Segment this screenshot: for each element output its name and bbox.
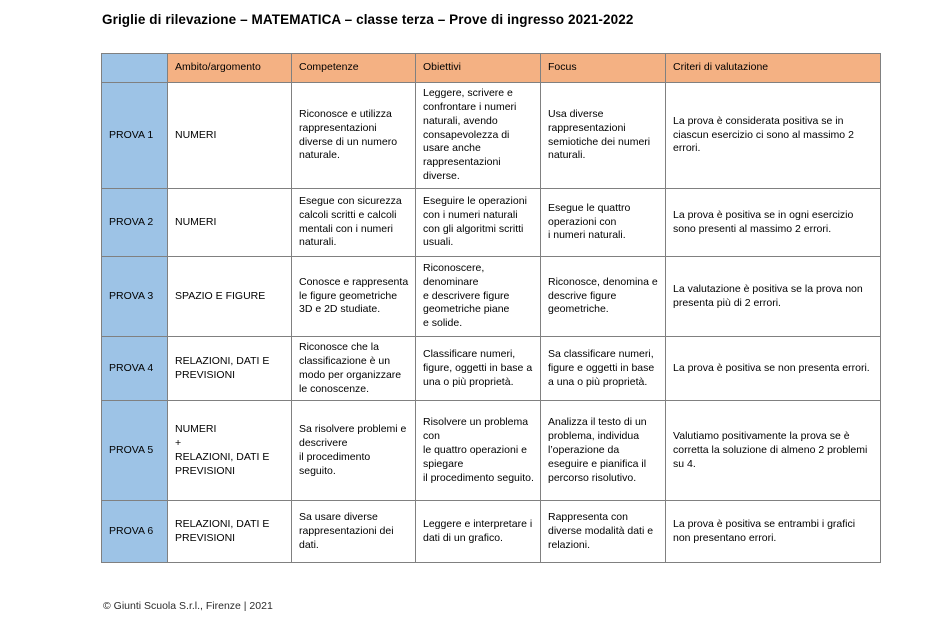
cell-criteri: Valutiamo positivamente la prova se è corretta la soluzione di almeno 2 problemi su 4. [666,401,881,501]
row-label-prova: PROVA 3 [102,257,168,337]
row-label-prova: PROVA 4 [102,337,168,401]
cell-focus: Rappresenta con diverse modalità dati e relazioni. [541,501,666,563]
cell-obiettivi: Leggere, scrivere e confrontare i numeri naturali, avendo consapevolezza di usare anche rappresentazioni diverse. [416,83,541,189]
cell-competenze: Riconosce che la classificazione è un modo per organizzare le conoscenze. [292,337,416,401]
cell-competenze: Sa usare diverse rappresentazioni dei dati. [292,501,416,563]
cell-criteri: La prova è positiva se entrambi i grafici non presentano errori. [666,501,881,563]
table-header-corner [102,54,168,83]
table-header-criteri: Criteri di valutazione [666,54,881,83]
table-header-competenze: Competenze [292,54,416,83]
cell-criteri: La prova è positiva se in ogni esercizio sono presenti al massimo 2 errori. [666,189,881,257]
table-body [102,83,881,563]
cell-focus: Riconosce, denomina e descrive figure geometriche. [541,257,666,337]
cell-ambito: RELAZIONI, DATI E PREVISIONI [168,337,292,401]
cell-criteri: La prova è positiva se non presenta errori. [666,337,881,401]
cell-obiettivi: Leggere e interpretare i dati di un grafico. [416,501,541,563]
cell-competenze: Conosce e rappresenta le figure geometriche 3D e 2D studiate. [292,257,416,337]
table-row [102,401,881,501]
row-label-prova: PROVA 2 [102,189,168,257]
table-header-row [102,54,881,83]
table-row [102,337,881,401]
cell-ambito: NUMERI + RELAZIONI, DATI E PREVISIONI [168,401,292,501]
table-row [102,189,881,257]
row-label-prova: PROVA 5 [102,401,168,501]
cell-focus: Usa diverse rappresentazioni semiotiche dei numeri naturali. [541,83,666,189]
assessment-grid-container [101,53,881,563]
cell-ambito: RELAZIONI, DATI E PREVISIONI [168,501,292,563]
table-header [102,54,881,83]
assessment-grid-table [101,53,881,563]
cell-criteri: La valutazione è positiva se la prova non presenta più di 2 errori. [666,257,881,337]
page-title: Griglie di rilevazione – MATEMATICA – classe terza – Prove di ingresso 2021-2022 [102,12,634,27]
cell-competenze: Sa risolvere problemi e descrivere il procedimento seguito. [292,401,416,501]
cell-criteri: La prova è considerata positiva se in ciascun esercizio ci sono al massimo 2 errori. [666,83,881,189]
table-header-focus: Focus [541,54,666,83]
cell-competenze: Esegue con sicurezza calcoli scritti e calcoli mentali con i numeri naturali. [292,189,416,257]
row-label-prova: PROVA 6 [102,501,168,563]
cell-competenze: Riconosce e utilizza rappresentazioni diverse di un numero naturale. [292,83,416,189]
cell-obiettivi: Risolvere un problema con le quattro operazioni e spiegare il procedimento seguito. [416,401,541,501]
table-header-ambito: Ambito/argomento [168,54,292,83]
cell-ambito: NUMERI [168,83,292,189]
table-row [102,83,881,189]
cell-ambito: NUMERI [168,189,292,257]
copyright-footer: © Giunti Scuola S.r.l., Firenze | 2021 [103,600,273,612]
cell-obiettivi: Riconoscere, denominare e descrivere figure geometriche piane e solide. [416,257,541,337]
table-row [102,257,881,337]
cell-focus: Esegue le quattro operazioni con i numeri naturali. [541,189,666,257]
cell-focus: Analizza il testo di un problema, individua l’operazione da eseguire e pianifica il percorso risolutivo. [541,401,666,501]
cell-ambito: SPAZIO E FIGURE [168,257,292,337]
cell-obiettivi: Eseguire le operazioni con i numeri naturali con gli algoritmi scritti usuali. [416,189,541,257]
table-row [102,501,881,563]
cell-obiettivi: Classificare numeri, figure, oggetti in base a una o più proprietà. [416,337,541,401]
table-header-obiettivi: Obiettivi [416,54,541,83]
cell-focus: Sa classificare numeri, figure e oggetti in base a una o più proprietà. [541,337,666,401]
row-label-prova: PROVA 1 [102,83,168,189]
